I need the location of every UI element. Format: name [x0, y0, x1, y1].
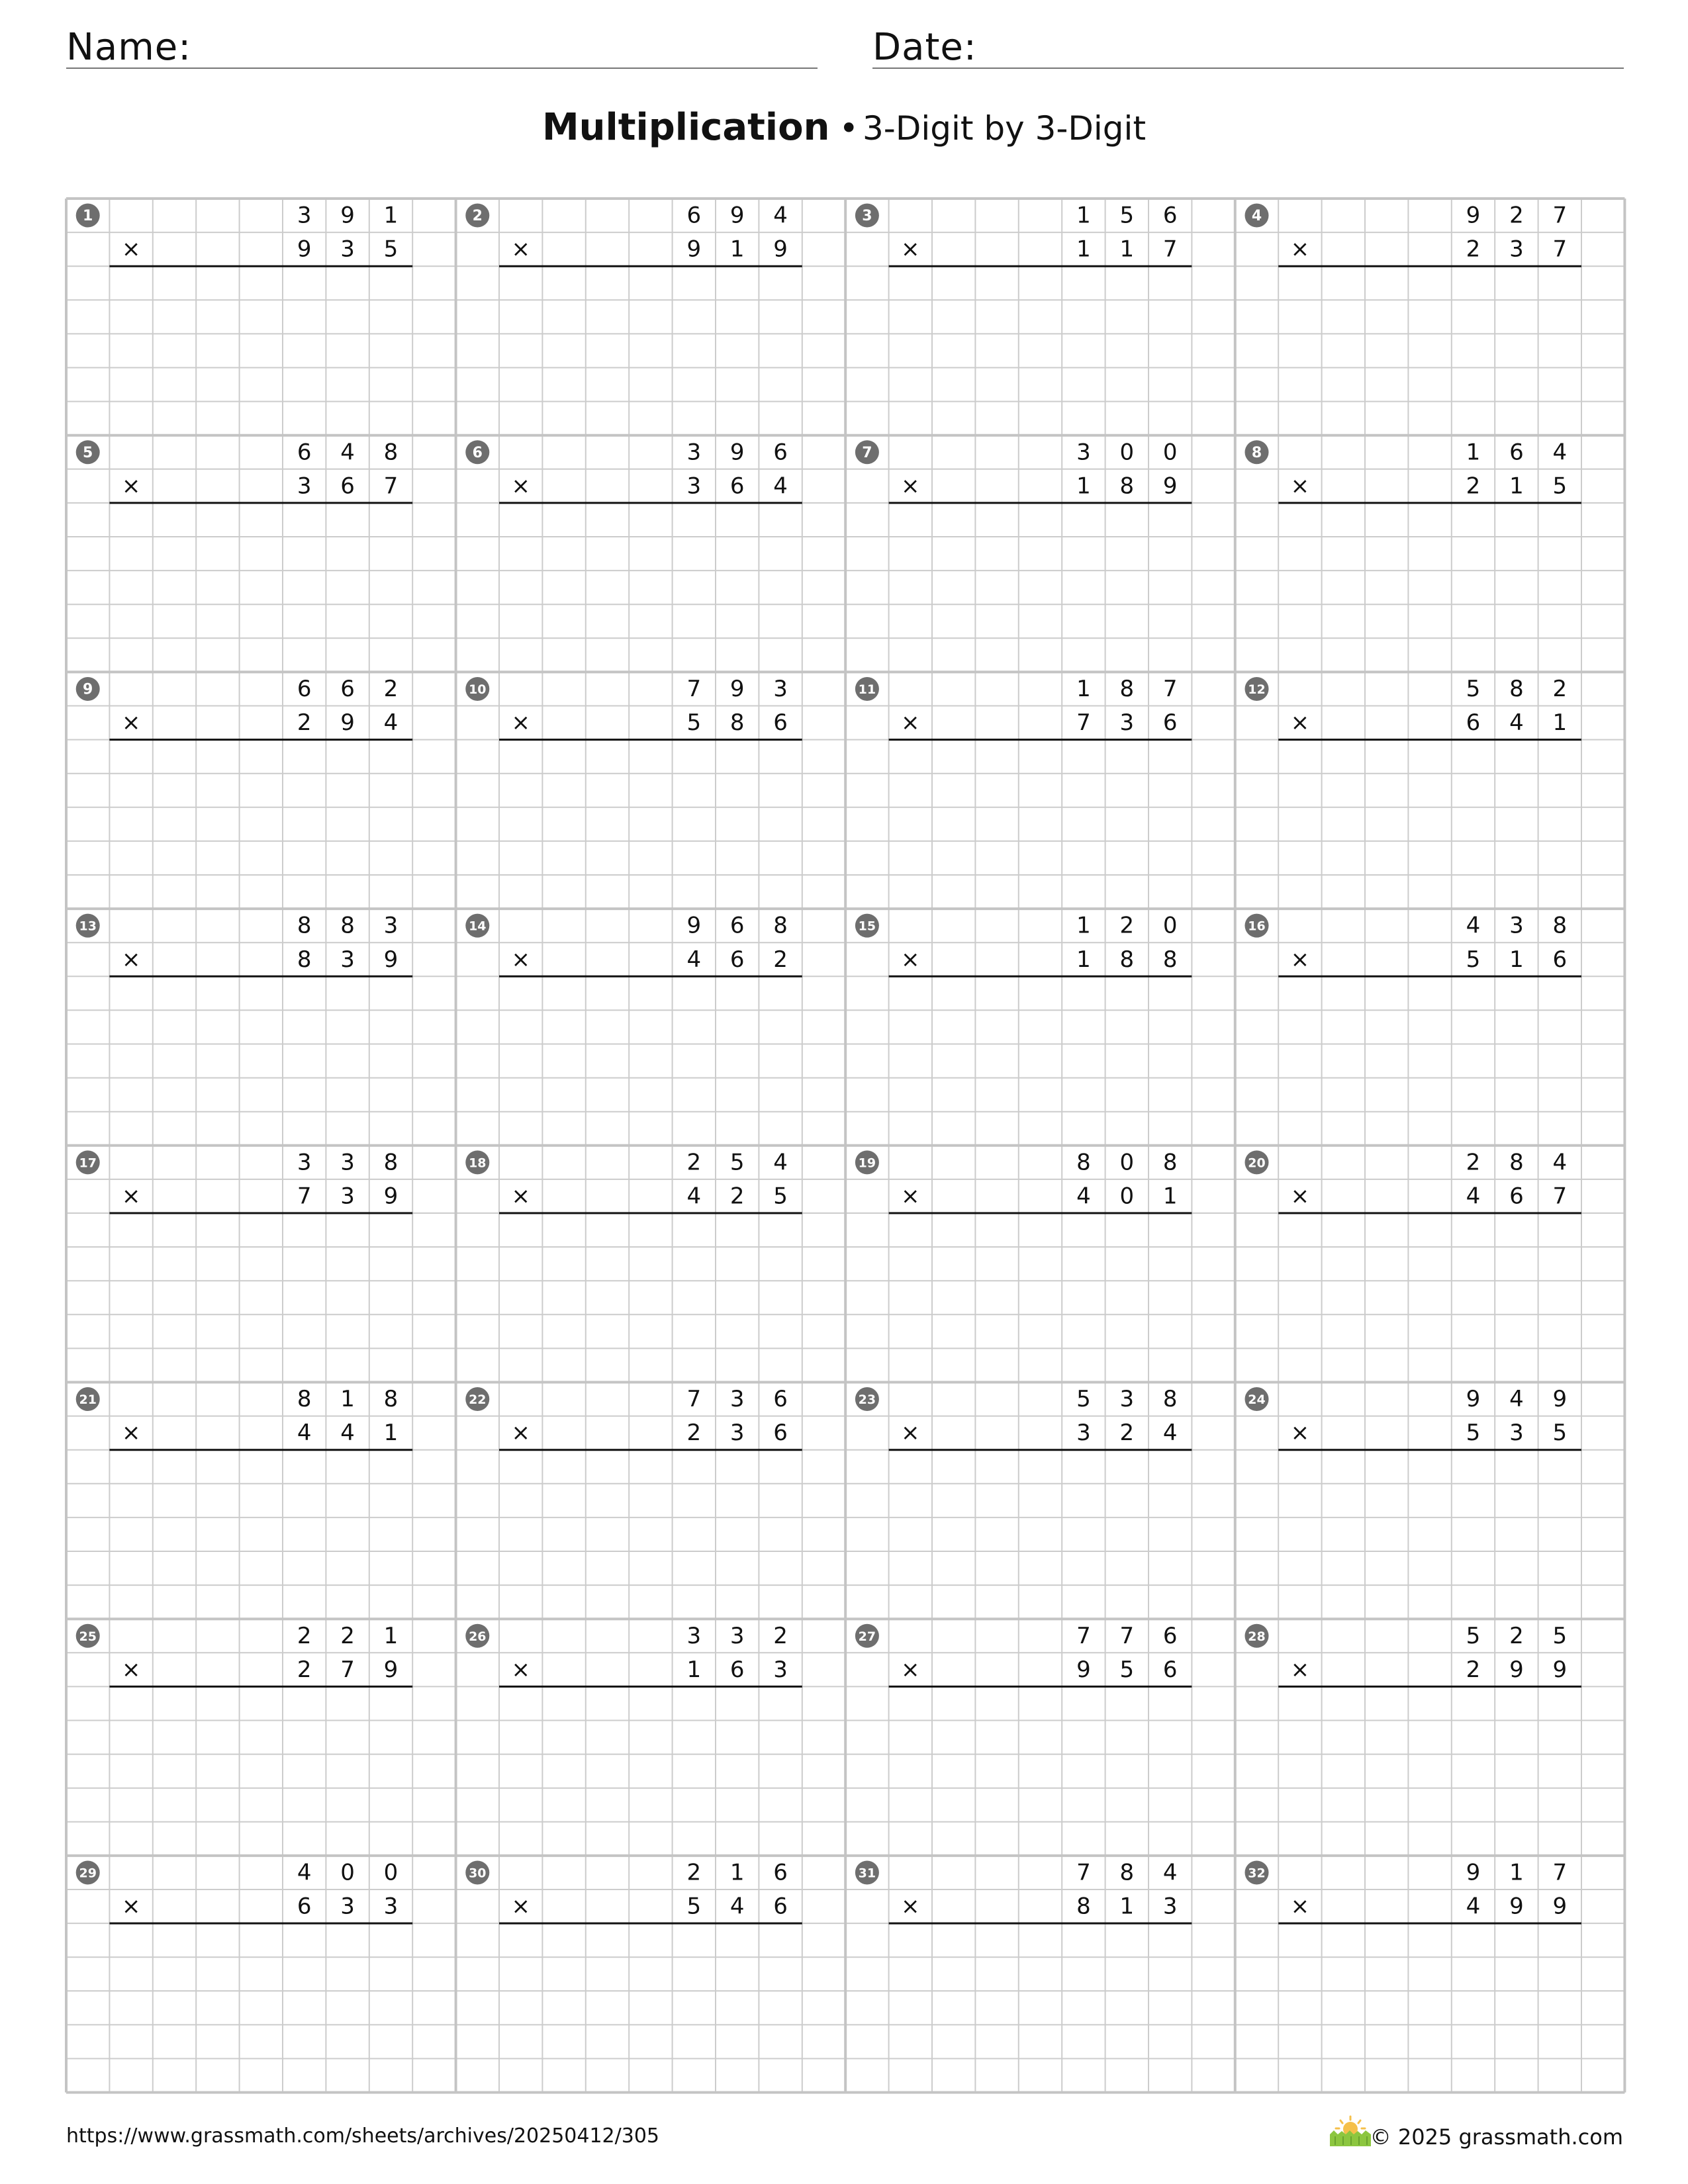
- bottom-digit: 9: [686, 236, 702, 263]
- top-digit: 3: [1076, 439, 1091, 466]
- bottom-digit: 4: [1466, 1183, 1481, 1210]
- multiply-sign: ×: [511, 1656, 530, 1683]
- bottom-digit: 3: [773, 1656, 788, 1683]
- problem-number: 30: [469, 1866, 487, 1881]
- multiply-sign: ×: [121, 1893, 141, 1920]
- top-digit: 8: [1509, 1149, 1524, 1176]
- bottom-digit: 1: [1509, 946, 1524, 973]
- top-digit: 5: [729, 1149, 745, 1176]
- top-digit: 2: [773, 1622, 788, 1649]
- top-digit: 1: [729, 1859, 745, 1886]
- top-digit: 3: [773, 675, 788, 702]
- footer-copyright: © 2025 grassmath.com: [1370, 2124, 1623, 2150]
- top-digit: 8: [1162, 1386, 1178, 1413]
- multiply-sign: ×: [1290, 1656, 1310, 1683]
- problem-number: 29: [79, 1866, 97, 1881]
- top-digit: 3: [1509, 912, 1524, 939]
- top-digit: 2: [1509, 1622, 1524, 1649]
- top-digit: 6: [773, 439, 788, 466]
- bottom-digit: 6: [297, 1893, 312, 1920]
- multiply-sign: ×: [511, 1893, 530, 1920]
- bottom-digit: 2: [773, 946, 788, 973]
- top-digit: 4: [1509, 1386, 1524, 1413]
- bottom-digit: 4: [1466, 1893, 1481, 1920]
- bottom-digit: 6: [1552, 946, 1568, 973]
- top-digit: 2: [1119, 912, 1135, 939]
- top-digit: 6: [297, 439, 312, 466]
- top-digit: 7: [1119, 1622, 1135, 1649]
- bottom-digit: 7: [383, 473, 399, 500]
- top-digit: 8: [383, 1149, 399, 1176]
- top-digit: 6: [729, 912, 745, 939]
- top-digit: 0: [1162, 439, 1178, 466]
- bottom-digit: 6: [1162, 1656, 1178, 1683]
- bottom-digit: 1: [1076, 236, 1091, 263]
- multiply-sign: ×: [511, 709, 530, 737]
- bottom-digit: 9: [1509, 1656, 1524, 1683]
- top-digit: 4: [1466, 912, 1481, 939]
- problem-number: 17: [79, 1156, 97, 1171]
- top-digit: 9: [340, 202, 355, 229]
- bottom-digit: 6: [773, 1420, 788, 1447]
- bottom-digit: 1: [686, 1656, 702, 1683]
- top-digit: 4: [1552, 439, 1568, 466]
- multiply-sign: ×: [901, 236, 920, 263]
- problem-number: 5: [83, 444, 93, 461]
- top-digit: 5: [1552, 1622, 1568, 1649]
- bottom-digit: 6: [729, 473, 745, 500]
- top-digit: 3: [729, 1386, 745, 1413]
- bottom-digit: 2: [1466, 1656, 1481, 1683]
- problem-number: 12: [1248, 682, 1266, 697]
- problem-number: 24: [1248, 1392, 1266, 1408]
- bottom-digit: 5: [1466, 946, 1481, 973]
- bottom-digit: 9: [383, 946, 399, 973]
- top-digit: 4: [773, 202, 788, 229]
- bottom-digit: 6: [773, 1893, 788, 1920]
- multiply-sign: ×: [1290, 473, 1310, 500]
- top-digit: 0: [383, 1859, 399, 1886]
- bottom-digit: 6: [729, 1656, 745, 1683]
- bottom-digit: 3: [686, 473, 702, 500]
- top-digit: 3: [297, 1149, 312, 1176]
- bottom-digit: 6: [340, 473, 355, 500]
- top-digit: 5: [1466, 1622, 1481, 1649]
- top-digit: 6: [1162, 202, 1178, 229]
- top-digit: 9: [729, 202, 745, 229]
- problem-number: 10: [469, 682, 487, 697]
- bottom-digit: 9: [1552, 1656, 1568, 1683]
- top-digit: 4: [340, 439, 355, 466]
- top-digit: 8: [1552, 912, 1568, 939]
- problem-number: 19: [858, 1156, 876, 1171]
- top-digit: 8: [773, 912, 788, 939]
- top-digit: 4: [297, 1859, 312, 1886]
- bottom-digit: 3: [1076, 1420, 1091, 1447]
- multiply-sign: ×: [901, 1893, 920, 1920]
- problem-number: 25: [79, 1629, 97, 1644]
- top-digit: 5: [1466, 675, 1481, 702]
- problem-number: 18: [469, 1156, 487, 1171]
- top-digit: 3: [686, 439, 702, 466]
- top-digit: 3: [686, 1622, 702, 1649]
- bottom-digit: 3: [1162, 1893, 1178, 1920]
- top-digit: 8: [383, 439, 399, 466]
- top-digit: 9: [729, 439, 745, 466]
- bottom-digit: 9: [1162, 473, 1178, 500]
- bottom-digit: 2: [729, 1183, 745, 1210]
- multiply-sign: ×: [1290, 946, 1310, 973]
- bottom-digit: 9: [1509, 1893, 1524, 1920]
- top-digit: 8: [1162, 1149, 1178, 1176]
- top-digit: 2: [383, 675, 399, 702]
- top-digit: 7: [1076, 1622, 1091, 1649]
- top-digit: 8: [297, 912, 312, 939]
- multiply-sign: ×: [1290, 1420, 1310, 1447]
- problem-number: 14: [469, 919, 487, 934]
- bottom-digit: 1: [1162, 1183, 1178, 1210]
- bottom-digit: 1: [383, 1420, 399, 1447]
- bottom-digit: 8: [729, 709, 745, 737]
- top-digit: 1: [1076, 912, 1091, 939]
- multiply-sign: ×: [901, 709, 920, 737]
- bottom-digit: 8: [1162, 946, 1178, 973]
- bottom-digit: 7: [297, 1183, 312, 1210]
- bottom-digit: 6: [773, 709, 788, 737]
- bottom-digit: 5: [1552, 473, 1568, 500]
- top-digit: 7: [1162, 675, 1178, 702]
- bottom-digit: 4: [729, 1893, 745, 1920]
- problem-number: 21: [79, 1392, 97, 1408]
- bottom-digit: 1: [729, 236, 745, 263]
- bottom-digit: 8: [1076, 1893, 1091, 1920]
- bottom-digit: 9: [383, 1183, 399, 1210]
- bottom-digit: 3: [729, 1420, 745, 1447]
- bottom-digit: 2: [1466, 236, 1481, 263]
- bottom-digit: 3: [1119, 709, 1135, 737]
- bottom-digit: 9: [773, 236, 788, 263]
- top-digit: 1: [340, 1386, 355, 1413]
- problem-number: 23: [858, 1392, 876, 1408]
- problem-number: 2: [472, 208, 483, 225]
- bottom-digit: 6: [729, 946, 745, 973]
- bottom-digit: 4: [773, 473, 788, 500]
- top-digit: 8: [1076, 1149, 1091, 1176]
- top-digit: 0: [1119, 439, 1135, 466]
- bottom-digit: 5: [1466, 1420, 1481, 1447]
- bottom-digit: 6: [1466, 709, 1481, 737]
- top-digit: 2: [297, 1622, 312, 1649]
- bottom-digit: 3: [340, 1893, 355, 1920]
- bottom-digit: 4: [1076, 1183, 1091, 1210]
- bottom-digit: 4: [383, 709, 399, 737]
- top-digit: 9: [1466, 1859, 1481, 1886]
- top-digit: 4: [1162, 1859, 1178, 1886]
- top-digit: 6: [1509, 439, 1524, 466]
- bottom-digit: 1: [1076, 473, 1091, 500]
- bottom-digit: 4: [297, 1420, 312, 1447]
- bottom-digit: 3: [340, 1183, 355, 1210]
- top-digit: 4: [1552, 1149, 1568, 1176]
- multiply-sign: ×: [121, 1420, 141, 1447]
- footer-url: https://www.grassmath.com/sheets/archives/20250412/305: [66, 2124, 660, 2148]
- problem-number: 1: [83, 208, 93, 225]
- multiply-sign: ×: [1290, 1183, 1310, 1210]
- bottom-digit: 2: [686, 1420, 702, 1447]
- multiply-sign: ×: [121, 473, 141, 500]
- top-digit: 8: [340, 912, 355, 939]
- problem-number: 4: [1251, 208, 1262, 225]
- top-digit: 2: [686, 1859, 702, 1886]
- multiply-sign: ×: [121, 946, 141, 973]
- bottom-digit: 9: [1076, 1656, 1091, 1683]
- bottom-digit: 5: [1552, 1420, 1568, 1447]
- top-digit: 8: [1509, 675, 1524, 702]
- top-digit: 6: [297, 675, 312, 702]
- multiply-sign: ×: [901, 1420, 920, 1447]
- problem-number: 15: [858, 919, 876, 934]
- bottom-digit: 4: [686, 946, 702, 973]
- bottom-digit: 8: [1119, 946, 1135, 973]
- top-digit: 2: [1466, 1149, 1481, 1176]
- bottom-digit: 9: [297, 236, 312, 263]
- bottom-digit: 5: [773, 1183, 788, 1210]
- multiply-sign: ×: [1290, 236, 1310, 263]
- top-digit: 7: [1552, 202, 1568, 229]
- bottom-digit: 8: [297, 946, 312, 973]
- problem-number: 22: [469, 1392, 487, 1408]
- bottom-digit: 5: [686, 709, 702, 737]
- bottom-digit: 4: [1509, 709, 1524, 737]
- top-digit: 6: [686, 202, 702, 229]
- top-digit: 3: [383, 912, 399, 939]
- top-digit: 9: [1552, 1386, 1568, 1413]
- bottom-digit: 5: [686, 1893, 702, 1920]
- top-digit: 3: [340, 1149, 355, 1176]
- title-subtitle: 3-Digit by 3-Digit: [862, 109, 1147, 148]
- name-label: Name:: [66, 26, 192, 69]
- top-digit: 3: [1119, 1386, 1135, 1413]
- multiply-sign: ×: [121, 236, 141, 263]
- top-digit: 6: [773, 1859, 788, 1886]
- top-digit: 1: [383, 1622, 399, 1649]
- top-digit: 1: [383, 202, 399, 229]
- problem-number: 7: [862, 444, 872, 461]
- bottom-digit: 3: [383, 1893, 399, 1920]
- bottom-digit: 6: [1162, 709, 1178, 737]
- problem-number: 6: [472, 444, 483, 461]
- top-digit: 2: [1552, 675, 1568, 702]
- bottom-digit: 1: [1076, 946, 1091, 973]
- top-digit: 7: [1076, 1859, 1091, 1886]
- top-digit: 2: [686, 1149, 702, 1176]
- top-digit: 7: [686, 1386, 702, 1413]
- problem-number: 11: [858, 682, 876, 697]
- bottom-digit: 1: [1552, 709, 1568, 737]
- top-digit: 8: [1119, 675, 1135, 702]
- top-digit: 2: [1509, 202, 1524, 229]
- bottom-digit: 9: [1552, 1893, 1568, 1920]
- multiply-sign: ×: [1290, 709, 1310, 737]
- multiply-sign: ×: [511, 236, 530, 263]
- multiply-sign: ×: [511, 946, 530, 973]
- bottom-digit: 9: [340, 709, 355, 737]
- top-digit: 5: [1119, 202, 1135, 229]
- bottom-digit: 7: [1552, 236, 1568, 263]
- top-digit: 5: [1076, 1386, 1091, 1413]
- bottom-digit: 4: [1162, 1420, 1178, 1447]
- multiply-sign: ×: [901, 946, 920, 973]
- title-main: Multiplication: [541, 106, 830, 149]
- problem-number: 20: [1248, 1156, 1266, 1171]
- top-digit: 1: [1509, 1859, 1524, 1886]
- bottom-digit: 1: [1119, 236, 1135, 263]
- problem-number: 26: [469, 1629, 487, 1644]
- date-label: Date:: [872, 26, 977, 69]
- bottom-digit: 7: [1076, 709, 1091, 737]
- grass-sun-logo-icon: [1327, 2115, 1374, 2148]
- problem-number: 31: [858, 1866, 876, 1881]
- problem-number: 16: [1248, 919, 1266, 934]
- problem-number: 32: [1248, 1866, 1266, 1881]
- bottom-digit: 8: [1119, 473, 1135, 500]
- bottom-digit: 3: [1509, 1420, 1524, 1447]
- bottom-digit: 4: [340, 1420, 355, 1447]
- problem-number: 28: [1248, 1629, 1266, 1644]
- multiply-sign: ×: [511, 1183, 530, 1210]
- top-digit: 8: [1119, 1859, 1135, 1886]
- top-digit: 9: [1466, 202, 1481, 229]
- top-digit: 1: [1076, 202, 1091, 229]
- bottom-digit: 5: [1119, 1656, 1135, 1683]
- bottom-digit: 2: [297, 1656, 312, 1683]
- top-digit: 1: [1076, 675, 1091, 702]
- top-digit: 7: [1552, 1859, 1568, 1886]
- multiply-sign: ×: [121, 709, 141, 737]
- bottom-digit: 6: [1509, 1183, 1524, 1210]
- top-digit: 1: [1466, 439, 1481, 466]
- bottom-digit: 1: [1119, 1893, 1135, 1920]
- multiply-sign: ×: [511, 473, 530, 500]
- problem-number: 8: [1251, 444, 1262, 461]
- top-digit: 9: [686, 912, 702, 939]
- top-digit: 8: [297, 1386, 312, 1413]
- bottom-digit: 3: [1509, 236, 1524, 263]
- multiply-sign: ×: [511, 1420, 530, 1447]
- multiply-sign: ×: [901, 473, 920, 500]
- multiply-sign: ×: [121, 1183, 141, 1210]
- bottom-digit: 7: [1162, 236, 1178, 263]
- top-digit: 7: [686, 675, 702, 702]
- multiply-sign: ×: [1290, 1893, 1310, 1920]
- bottom-digit: 2: [297, 709, 312, 737]
- bottom-digit: 2: [1466, 473, 1481, 500]
- top-digit: 6: [340, 675, 355, 702]
- bottom-digit: 0: [1119, 1183, 1135, 1210]
- problem-number: 13: [79, 919, 97, 934]
- bottom-digit: 9: [383, 1656, 399, 1683]
- title-separator: •: [839, 109, 859, 148]
- bottom-digit: 1: [1509, 473, 1524, 500]
- top-digit: 4: [773, 1149, 788, 1176]
- top-digit: 8: [383, 1386, 399, 1413]
- top-digit: 9: [729, 675, 745, 702]
- bottom-digit: 4: [686, 1183, 702, 1210]
- bottom-digit: 7: [340, 1656, 355, 1683]
- bottom-digit: 7: [1552, 1183, 1568, 1210]
- bottom-digit: 3: [340, 236, 355, 263]
- top-digit: 3: [729, 1622, 745, 1649]
- top-digit: 6: [1162, 1622, 1178, 1649]
- top-digit: 2: [340, 1622, 355, 1649]
- bottom-digit: 2: [1119, 1420, 1135, 1447]
- multiply-sign: ×: [121, 1656, 141, 1683]
- bottom-digit: 5: [383, 236, 399, 263]
- multiply-sign: ×: [901, 1656, 920, 1683]
- bottom-digit: 3: [297, 473, 312, 500]
- problem-number: 3: [862, 208, 872, 225]
- top-digit: 3: [297, 202, 312, 229]
- problem-number: 9: [83, 681, 93, 698]
- bottom-digit: 3: [340, 946, 355, 973]
- top-digit: 9: [1466, 1386, 1481, 1413]
- top-digit: 6: [773, 1386, 788, 1413]
- top-digit: 0: [1119, 1149, 1135, 1176]
- top-digit: 0: [1162, 912, 1178, 939]
- problem-number: 27: [858, 1629, 876, 1644]
- top-digit: 0: [340, 1859, 355, 1886]
- multiply-sign: ×: [901, 1183, 920, 1210]
